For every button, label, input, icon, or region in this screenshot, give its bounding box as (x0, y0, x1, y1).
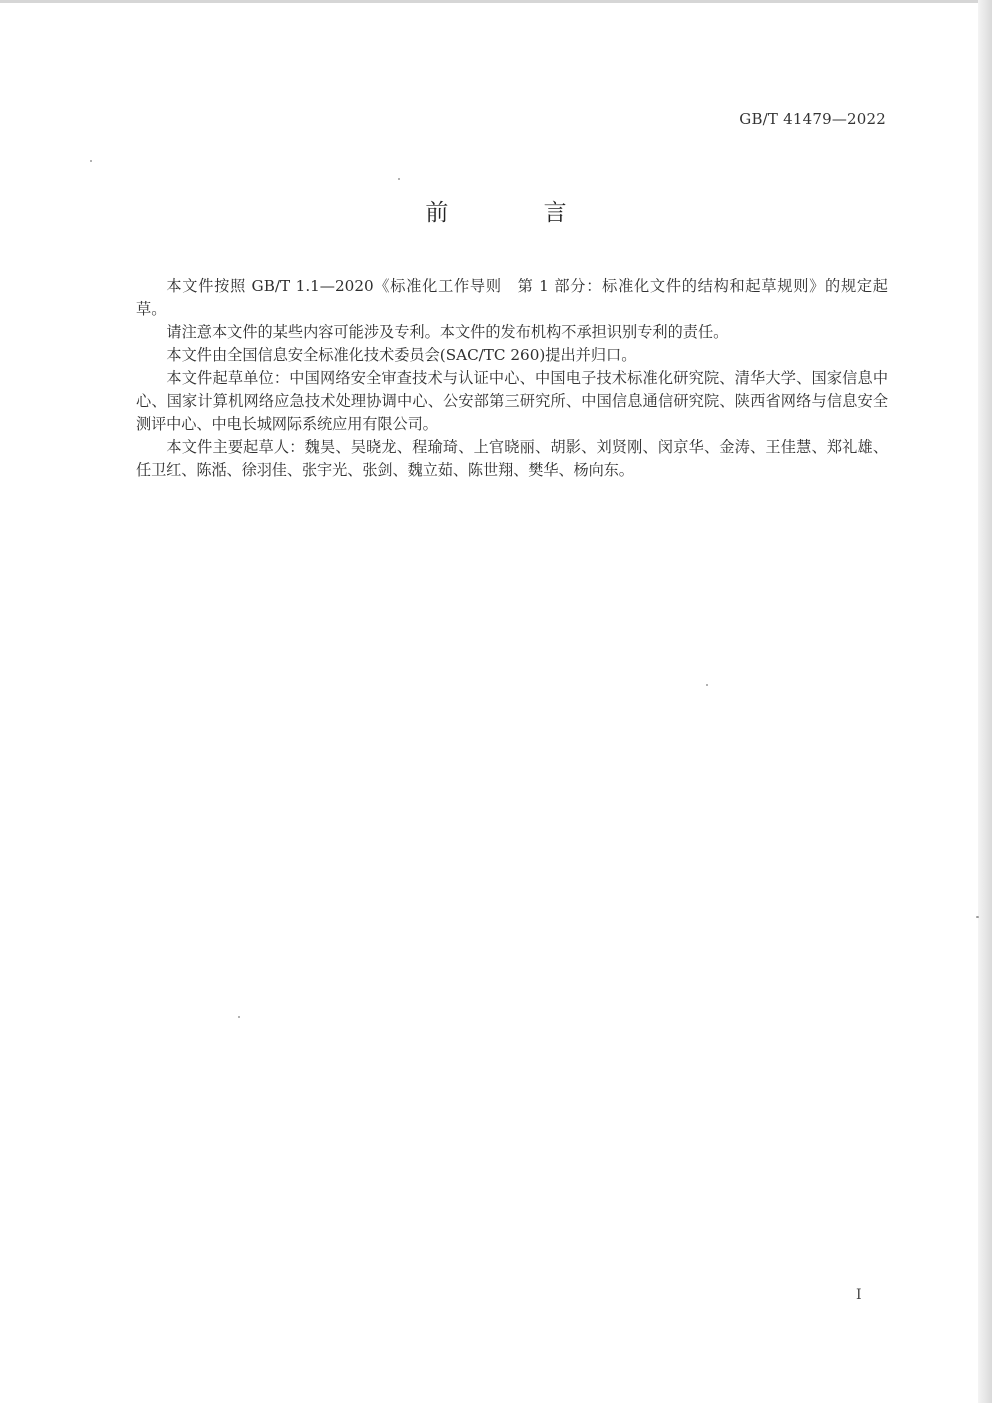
scan-speck (706, 684, 708, 686)
scan-speck (238, 1016, 240, 1018)
scan-speck (976, 916, 979, 918)
paragraph-drafting-rules: 本文件按照 GB/T 1.1—2020《标准化工作导则 第 1 部分：标准化文件的结构和起草规则》的规定起草。 (136, 277, 888, 318)
paragraph-drafters: 本文件主要起草人：魏昊、吴晓龙、程瑜琦、上官晓丽、胡影、刘贤刚、闵京华、金涛、王佳慧、郑礼雄、任卫红、陈湉、徐羽佳、张宇光、张剑、魏立茹、陈世翔、樊华、杨向东。 (136, 438, 888, 479)
scan-speck (90, 160, 92, 162)
paragraph-drafting-units: 本文件起草单位：中国网络安全审查技术与认证中心、中国电子技术标准化研究院、清华大学、国家信息中心、国家计算机网络应急技术处理协调中心、公安部第三研究所、中国信息通信研究院、陕西省网络与信息安全测评中心、中电长城网际系统应用有限公司。 (136, 369, 888, 433)
scan-speck (398, 178, 400, 180)
paragraph-patent-notice: 请注意本文件的某些内容可能涉及专利。本文件的发布机构不承担识别专利的责任。 (166, 323, 729, 341)
page-number: I (856, 1287, 862, 1303)
foreword-body (136, 275, 888, 482)
standard-code: GB/T 41479—2022 (739, 110, 886, 128)
page-title: 前 言 (425, 200, 611, 226)
page-top-edge (0, 0, 992, 3)
paragraph-proposer: 本文件由全国信息安全标准化技术委员会(SAC/TC 260)提出并归口。 (166, 346, 637, 364)
